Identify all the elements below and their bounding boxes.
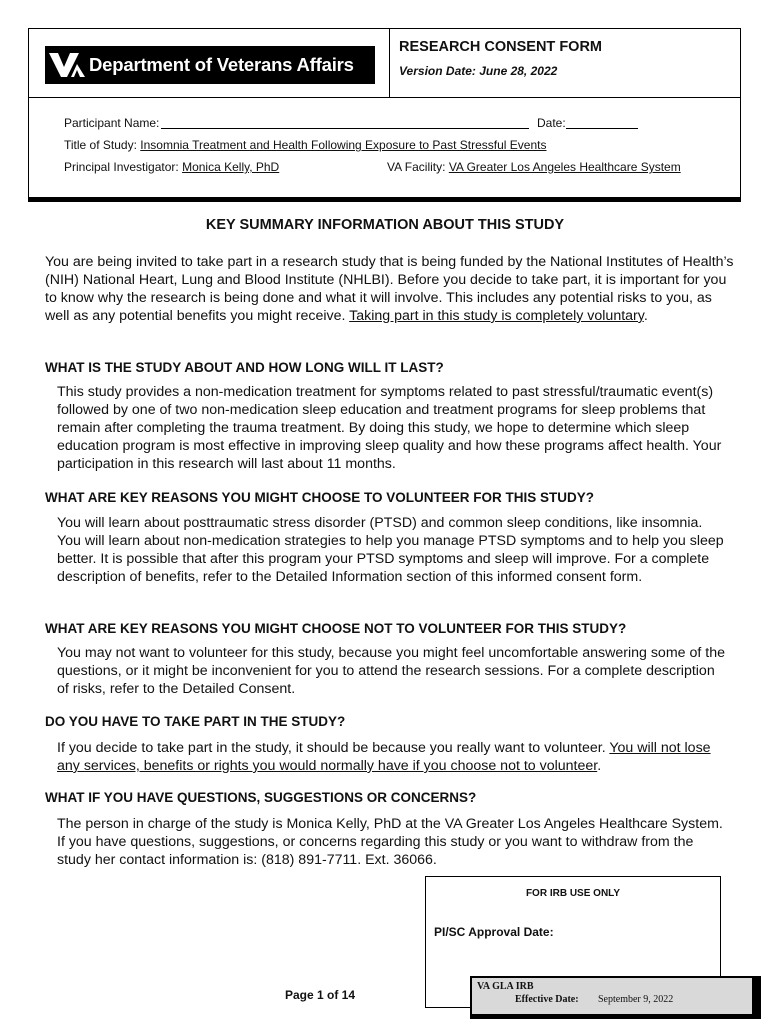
- participant-name-field[interactable]: [161, 128, 529, 129]
- intro-text: You are being invited to take part in a research study that is being funded by the National Institutes of Health’s (NIH) National Heart, Lung and Blood Institute (NHLBI). Before you decide to take part, it is important for you to know why the research is being done and what it will involve. This includes any potential risks to you, as well as any potential benefits you might receive.: [45, 254, 734, 324]
- version-date: Version Date: June 28, 2022: [399, 64, 558, 78]
- voluntary-statement: Taking part in this study is completely voluntary: [349, 308, 644, 324]
- pi-name: Monica Kelly, PhD: [182, 160, 280, 174]
- facility-row: [387, 160, 681, 174]
- study-title-value: Insomnia Treatment and Health Following Exposure to Past Stressful Events: [140, 138, 547, 152]
- section-heading-about: WHAT IS THE STUDY ABOUT AND HOW LONG WILL IT LAST?: [45, 360, 444, 375]
- take-part-end: .: [597, 758, 602, 774]
- date-row: [537, 116, 638, 130]
- irb-use-label: FOR IRB USE ONLY: [525, 888, 621, 899]
- irb-effective-stamp: [470, 976, 761, 1019]
- pi-label: Principal Investigator:: [64, 160, 179, 174]
- intro-paragraph: [45, 253, 735, 325]
- header-divider-horizontal: [29, 97, 740, 98]
- take-part-text: If you decide to take part in the study, it should be because you really want to volunteer.: [57, 740, 610, 756]
- stamp-effective-date: September 9, 2022: [598, 994, 674, 1005]
- stamp-inner: [472, 978, 752, 1014]
- section-heading-take-part: DO YOU HAVE TO TAKE PART IN THE STUDY?: [45, 714, 346, 729]
- section-text-questions: The person in charge of the study is Monica Kelly, PhD at the VA Greater Los Angeles Healthcare System. If you have questions, suggestions, or concerns regarding this study or you want to withdraw from the study her contact information is: (818) 891-7711. Ext. 36066.: [57, 816, 723, 868]
- section-heading-questions: WHAT IF YOU HAVE QUESTIONS, SUGGESTIONS OR CONCERNS?: [45, 790, 477, 805]
- logo-text: Department of Veterans Affairs: [89, 54, 354, 75]
- intro-end: .: [643, 308, 648, 324]
- section-text-not-volunteer: You may not want to volunteer for this study, because you might feel uncomfortable answering some of the questions, or it might be inconvenient for you to attend the research sessions. For a complete description of risks, refer to the Detailed Consent.: [57, 645, 725, 697]
- principal-investigator-row: [64, 160, 279, 174]
- study-title-label: Title of Study:: [64, 138, 137, 152]
- header-divider-vertical: [389, 29, 390, 97]
- rights-statement: You will not lose any services, benefits or rights you would normally have if you choose not to volunteer: [57, 740, 711, 774]
- facility-name: VA Greater Los Angeles Healthcare System: [448, 160, 681, 174]
- va-emblem-icon: [45, 46, 89, 84]
- date-field[interactable]: [566, 128, 638, 129]
- page-number: Page 1 of 14: [285, 988, 356, 1002]
- stamp-effective-label: Effective Date:: [515, 994, 579, 1005]
- section-heading-volunteer: WHAT ARE KEY REASONS YOU MIGHT CHOOSE TO VOLUNTEER FOR THIS STUDY?: [45, 490, 595, 505]
- approval-date-label: PI/SC Approval Date:: [434, 925, 554, 939]
- section-text-take-part: [57, 739, 727, 775]
- section-text-about: This study provides a non-medication treatment for symptoms related to past stressful/traumatic event(s) followed by one of two non-medication sleep education and treatment programs for sleep problems that remain after completing the trauma treatment. By doing this study, we hope to determine which sleep education program is most effective in improving sleep quality and how these programs affect health. Your participation in this research will last about 11 months.: [57, 384, 722, 472]
- study-title-row: [64, 138, 546, 152]
- participant-name-row: [64, 116, 529, 130]
- key-summary-heading: KEY SUMMARY INFORMATION ABOUT THIS STUDY: [205, 217, 565, 233]
- section-heading-not-volunteer: WHAT ARE KEY REASONS YOU MIGHT CHOOSE NOT TO VOLUNTEER FOR THIS STUDY?: [45, 621, 627, 636]
- participant-name-label: Participant Name:: [64, 116, 160, 130]
- date-label: Date:: [537, 116, 566, 130]
- stamp-irb-name: VA GLA IRB: [477, 981, 534, 992]
- facility-label: VA Facility:: [387, 160, 446, 174]
- section-text-volunteer: You will learn about posttraumatic stress disorder (PTSD) and common sleep conditions, like insomnia. You will learn about non-medication strategies to help you manage PTSD symptoms and to help you sleep better. It is possible that after this program your PTSD symptoms and sleep will improve. For a complete description of benefits, refer to the Detailed Information section of this informed consent form.: [57, 515, 724, 585]
- form-title: RESEARCH CONSENT FORM: [399, 39, 603, 55]
- va-logo: [45, 46, 375, 84]
- document-header: [28, 28, 741, 202]
